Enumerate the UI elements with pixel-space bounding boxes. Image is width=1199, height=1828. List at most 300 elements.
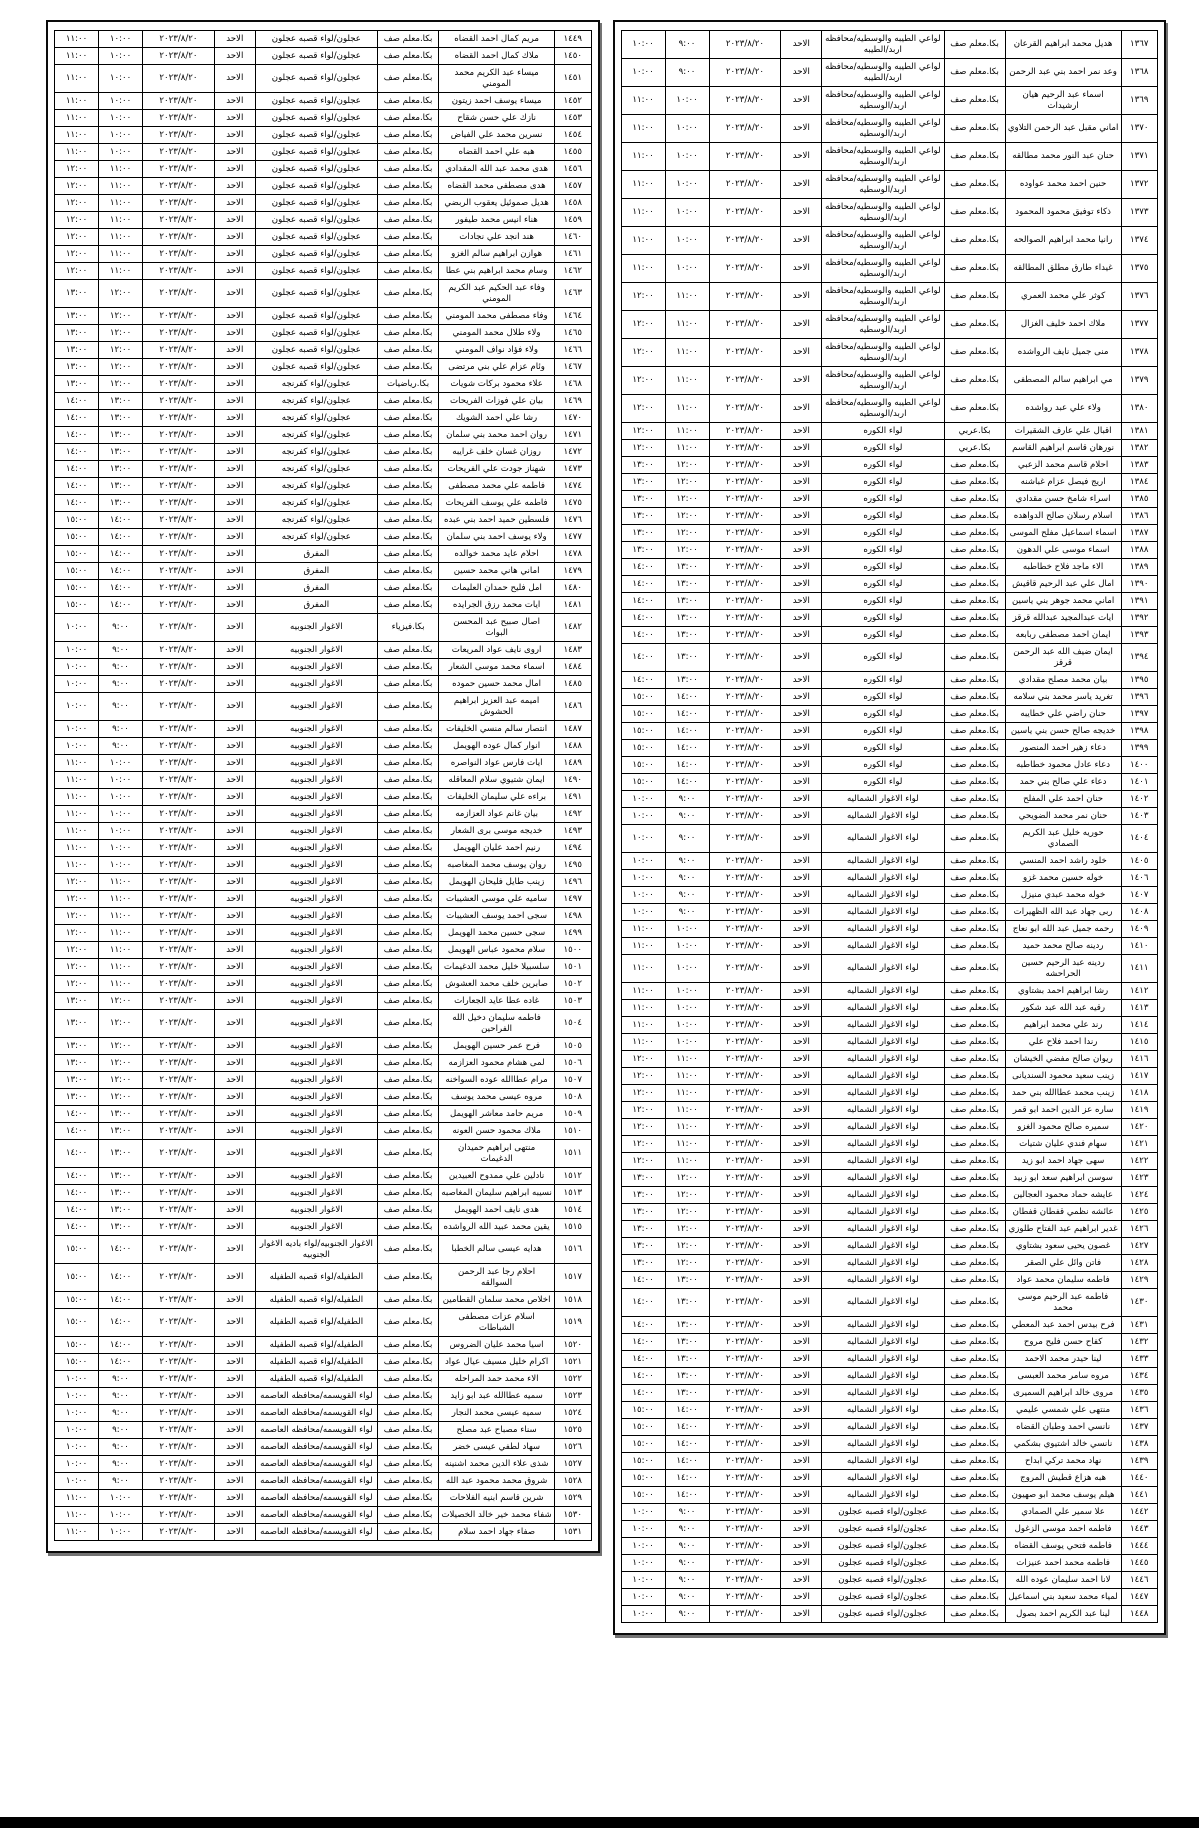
cell-end-time: ١٥:٠٠	[621, 689, 665, 706]
cell-day: الاحد	[781, 525, 822, 542]
cell-end-time: ١٤:٠٠	[621, 1289, 665, 1317]
cell-qualification: بكا.معلم صف	[944, 825, 1005, 853]
cell-candidate-name: علا سمير علي الصمادي	[1005, 1504, 1121, 1521]
cell-candidate-name: ولاء يوسف احمد بني سلمان	[439, 529, 555, 546]
cell-end-time: ١١:٠٠	[55, 857, 99, 874]
cell-serial-number: ١٥٢٧	[555, 1456, 591, 1473]
cell-date: ٢٠٢٣/٨/٢٠	[143, 65, 215, 93]
cell-start-time: ٩:٠٠	[665, 1606, 709, 1623]
cell-qualification: بكا.معلم صف	[378, 959, 439, 976]
cell-day: الاحد	[214, 1524, 255, 1541]
cell-candidate-name: بيان علي فوزات الفريحات	[439, 393, 555, 410]
table-row	[55, 444, 592, 461]
cell-date: ٢٠٢٣/٨/٢٠	[709, 1272, 781, 1289]
cell-directorate: عجلون/لواء كفرنجه	[255, 427, 377, 444]
cell-serial-number: ١٥١٩	[555, 1309, 591, 1337]
cell-directorate: لواء القويسمه/محافظه العاصمه	[255, 1524, 377, 1541]
cell-directorate: لواء الاغوار الشماليه	[822, 1368, 944, 1385]
cell-date: ٢٠٢٣/٨/٢٠	[143, 1219, 215, 1236]
table-row	[621, 904, 1158, 921]
cell-date: ٢٠٢٣/٨/٢٠	[143, 840, 215, 857]
table-row	[55, 212, 592, 229]
cell-qualification: بكا.معلم صف	[378, 857, 439, 874]
table-row	[621, 1589, 1158, 1606]
cell-qualification: بكا.معلم صف	[378, 410, 439, 427]
cell-qualification: بكا.معلم صف	[378, 693, 439, 721]
cell-qualification: بكا.معلم صف	[944, 1504, 1005, 1521]
schedule-sheet-left	[46, 20, 600, 1553]
cell-start-time: ١٠:٠٠	[665, 171, 709, 199]
cell-day: الاحد	[781, 542, 822, 559]
page-bottom-edge	[0, 1817, 1199, 1828]
cell-candidate-name: اسراء شامخ حسن مقدادي	[1005, 491, 1121, 508]
cell-serial-number: ١٣٩٦	[1121, 689, 1157, 706]
cell-directorate: لواعي الطيبه والوسطيه/محافظه اربد/الوسطيه	[822, 199, 944, 227]
cell-start-time: ١٤:٠٠	[99, 597, 143, 614]
cell-candidate-name: دعاء علي صالح بني حمد	[1005, 774, 1121, 791]
cell-candidate-name: سلسبيلا خليل محمد الدغيمات	[439, 959, 555, 976]
table-row	[55, 925, 592, 942]
cell-directorate: لواء الكوره	[822, 440, 944, 457]
cell-date: ٢٠٢٣/٨/٢٠	[143, 772, 215, 789]
cell-candidate-name: سهام فندي عليان شتيات	[1005, 1136, 1121, 1153]
cell-day: الاحد	[781, 1436, 822, 1453]
cell-directorate: عجلون/لواء قصبه عجلون	[255, 229, 377, 246]
cell-end-time: ١٢:٠٠	[621, 311, 665, 339]
cell-qualification: بكا.معلم صف	[944, 791, 1005, 808]
cell-date: ٢٠٢٣/٨/٢٠	[143, 693, 215, 721]
cell-candidate-name: هدى مصطفى محمد القضاه	[439, 178, 555, 195]
cell-day: الاحد	[214, 161, 255, 178]
cell-serial-number: ١٤٩٥	[555, 857, 591, 874]
cell-start-time: ١٣:٠٠	[99, 1106, 143, 1123]
cell-serial-number: ١٤٥٢	[555, 93, 591, 110]
cell-directorate: لواء الاغوار الشماليه	[822, 1051, 944, 1068]
cell-directorate: الطفيله/لواء قصبه الطفيله	[255, 1337, 377, 1354]
cell-day: الاحد	[214, 925, 255, 942]
cell-date: ٢٠٢٣/٨/٢٠	[143, 512, 215, 529]
cell-candidate-name: نازك علي حسن شقاح	[439, 110, 555, 127]
cell-start-time: ١٠:٠٠	[99, 857, 143, 874]
cell-date: ٢٠٢٣/٨/٢٠	[709, 774, 781, 791]
cell-qualification: بكا.معلم صف	[378, 789, 439, 806]
cell-end-time: ١٠:٠٠	[621, 31, 665, 59]
cell-day: الاحد	[781, 921, 822, 938]
cell-day: الاحد	[781, 1017, 822, 1034]
cell-directorate: عجلون/لواء قصبه عجلون	[822, 1589, 944, 1606]
cell-candidate-name: سميه عيسى محمد النجار	[439, 1405, 555, 1422]
cell-date: ٢٠٢٣/٨/٢٠	[709, 853, 781, 870]
cell-candidate-name: ذكاء توفيق محمود المحمود	[1005, 199, 1121, 227]
cell-serial-number: ١٤٠٢	[1121, 791, 1157, 808]
cell-qualification: بكا.معلم صف	[944, 740, 1005, 757]
cell-end-time: ١٥:٠٠	[621, 706, 665, 723]
cell-candidate-name: ردينه عبد الرحيم حسين الحراحشه	[1005, 955, 1121, 983]
cell-date: ٢٠٢٣/٨/٢٠	[143, 659, 215, 676]
cell-candidate-name: ايمان شتيوي سلام المعاقله	[439, 772, 555, 789]
cell-qualification: بكا.معلم صف	[378, 229, 439, 246]
cell-date: ٢٠٢٣/٨/٢٠	[709, 311, 781, 339]
cell-date: ٢٠٢٣/٨/٢٠	[143, 1309, 215, 1337]
cell-qualification: بكا.معلم صف	[378, 427, 439, 444]
cell-date: ٢٠٢٣/٨/٢٠	[709, 1136, 781, 1153]
cell-directorate: لواء الكوره	[822, 644, 944, 672]
cell-date: ٢٠٢٣/٨/٢٠	[143, 721, 215, 738]
cell-candidate-name: لمياء محمد سعيد بني اسماعيل	[1005, 1589, 1121, 1606]
cell-qualification: بكا.معلم صف	[378, 976, 439, 993]
cell-candidate-name: روزان غسان خلف غرايبه	[439, 444, 555, 461]
cell-serial-number: ١٤٠٠	[1121, 757, 1157, 774]
cell-qualification: بكا.معلم صف	[378, 461, 439, 478]
cell-candidate-name: احلام رجا عبد الرحمن السوالقه	[439, 1264, 555, 1292]
cell-serial-number: ١٤٢٣	[1121, 1170, 1157, 1187]
cell-date: ٢٠٢٣/٨/٢٠	[143, 110, 215, 127]
cell-start-time: ١١:٠٠	[665, 367, 709, 395]
cell-start-time: ١٠:٠٠	[99, 1524, 143, 1541]
cell-end-time: ١٢:٠٠	[55, 942, 99, 959]
cell-qualification: بكا.معلم صف	[944, 367, 1005, 395]
cell-directorate: لواء الاغوار الشماليه	[822, 904, 944, 921]
cell-day: الاحد	[214, 1354, 255, 1371]
table-row	[55, 359, 592, 376]
cell-directorate: لواعي الطيبه والوسطيه/محافظه اربد/الوسطيه	[822, 339, 944, 367]
cell-end-time: ١٢:٠٠	[621, 423, 665, 440]
cell-start-time: ١٤:٠٠	[665, 1470, 709, 1487]
cell-start-time: ١٤:٠٠	[665, 723, 709, 740]
cell-end-time: ١٤:٠٠	[621, 1385, 665, 1402]
cell-candidate-name: عائشه نظمي قفطان قفطان	[1005, 1204, 1121, 1221]
cell-candidate-name: اقبال علي عارف الشقيرات	[1005, 423, 1121, 440]
cell-day: الاحد	[781, 171, 822, 199]
cell-date: ٢٠٢٣/٨/٢٠	[709, 457, 781, 474]
cell-candidate-name: ايمان احمد مصطفى ربابعه	[1005, 627, 1121, 644]
cell-day: الاحد	[214, 31, 255, 48]
table-row	[55, 563, 592, 580]
cell-start-time: ٩:٠٠	[99, 1456, 143, 1473]
cell-end-time: ١٢:٠٠	[621, 339, 665, 367]
cell-end-time: ١٥:٠٠	[621, 1453, 665, 1470]
cell-day: الاحد	[214, 1219, 255, 1236]
cell-date: ٢٠٢٣/٨/٢٠	[709, 1170, 781, 1187]
cell-candidate-name: فلسطين حميد احمد بني عبده	[439, 512, 555, 529]
cell-day: الاحد	[214, 1038, 255, 1055]
cell-qualification: بكا.معلم صف	[378, 755, 439, 772]
cell-qualification: بكا.معلم صف	[944, 1470, 1005, 1487]
cell-directorate: لواء الكوره	[822, 491, 944, 508]
cell-date: ٢٠٢٣/٨/٢٠	[709, 59, 781, 87]
cell-end-time: ١١:٠٠	[621, 171, 665, 199]
cell-end-time: ١٠:٠٠	[621, 791, 665, 808]
cell-day: الاحد	[781, 559, 822, 576]
cell-start-time: ١٠:٠٠	[99, 110, 143, 127]
cell-day: الاحد	[214, 263, 255, 280]
cell-qualification: بكا.معلم صف	[378, 1168, 439, 1185]
table-row	[55, 31, 592, 48]
cell-day: الاحد	[781, 1606, 822, 1623]
cell-candidate-name: ردينه صالح محمد حميد	[1005, 938, 1121, 955]
cell-serial-number: ١٤٠٤	[1121, 825, 1157, 853]
cell-candidate-name: زينب محمد عطاالله بني حمد	[1005, 1085, 1121, 1102]
table-row	[621, 1289, 1158, 1317]
cell-end-time: ١٢:٠٠	[55, 263, 99, 280]
cell-end-time: ١٢:٠٠	[621, 367, 665, 395]
cell-start-time: ١٣:٠٠	[665, 1272, 709, 1289]
cell-end-time: ١٠:٠٠	[55, 614, 99, 642]
cell-serial-number: ١٣٨١	[1121, 423, 1157, 440]
table-row	[621, 983, 1158, 1000]
cell-serial-number: ١٤٧٥	[555, 495, 591, 512]
cell-date: ٢٠٢٣/٨/٢٠	[709, 1204, 781, 1221]
cell-start-time: ١٢:٠٠	[665, 457, 709, 474]
table-row	[621, 171, 1158, 199]
cell-start-time: ١٠:٠٠	[99, 31, 143, 48]
table-row	[621, 791, 1158, 808]
cell-start-time: ١٣:٠٠	[665, 1334, 709, 1351]
cell-end-time: ١٠:٠٠	[55, 1473, 99, 1490]
cell-day: الاحد	[214, 195, 255, 212]
cell-serial-number: ١٤٠٣	[1121, 808, 1157, 825]
cell-candidate-name: لينا حيدر محمد الاحمد	[1005, 1351, 1121, 1368]
cell-qualification: بكا.معلم صف	[378, 1439, 439, 1456]
cell-date: ٢٠٢٣/٨/٢٠	[709, 491, 781, 508]
cell-day: الاحد	[214, 495, 255, 512]
cell-end-time: ١٢:٠٠	[621, 1051, 665, 1068]
cell-serial-number: ١٣٨٧	[1121, 525, 1157, 542]
cell-day: الاحد	[214, 1292, 255, 1309]
table-row	[55, 721, 592, 738]
cell-start-time: ١١:٠٠	[665, 1119, 709, 1136]
cell-end-time: ١١:٠٠	[621, 115, 665, 143]
cell-directorate: عجلون/لواء قصبه عجلون	[255, 31, 377, 48]
cell-serial-number: ١٣٧١	[1121, 143, 1157, 171]
table-row	[621, 1119, 1158, 1136]
table-row	[55, 806, 592, 823]
cell-start-time: ١٢:٠٠	[99, 280, 143, 308]
cell-day: الاحد	[781, 1419, 822, 1436]
cell-end-time: ١٢:٠٠	[621, 1068, 665, 1085]
cell-candidate-name: ولاء فؤاد نواف المومني	[439, 342, 555, 359]
table-row	[55, 1264, 592, 1292]
cell-end-time: ١٠:٠٠	[55, 642, 99, 659]
cell-start-time: ١١:٠٠	[665, 283, 709, 311]
cell-qualification: بكا.معلم صف	[944, 1368, 1005, 1385]
cell-start-time: ١٢:٠٠	[665, 1170, 709, 1187]
cell-serial-number: ١٤٤١	[1121, 1487, 1157, 1504]
cell-day: الاحد	[781, 1221, 822, 1238]
cell-end-time: ١١:٠٠	[55, 31, 99, 48]
cell-date: ٢٠٢٣/٨/٢٠	[143, 874, 215, 891]
cell-day: الاحد	[781, 1153, 822, 1170]
cell-qualification: بكا.معلم صف	[378, 1422, 439, 1439]
cell-end-time: ١١:٠٠	[621, 921, 665, 938]
cell-date: ٢٠٢٣/٨/٢٠	[709, 791, 781, 808]
table-row	[55, 461, 592, 478]
cell-serial-number: ١٣٨٣	[1121, 457, 1157, 474]
cell-serial-number: ١٣٨٠	[1121, 395, 1157, 423]
cell-start-time: ١٣:٠٠	[99, 1168, 143, 1185]
cell-end-time: ١٥:٠٠	[55, 1309, 99, 1337]
cell-day: الاحد	[214, 874, 255, 891]
cell-serial-number: ١٣٨٥	[1121, 491, 1157, 508]
cell-date: ٢٠٢٣/٨/٢٠	[143, 755, 215, 772]
cell-directorate: المفرق	[255, 546, 377, 563]
table-row	[621, 1221, 1158, 1238]
schedule-table-right-body	[621, 31, 1158, 1623]
cell-start-time: ١٠:٠٠	[99, 823, 143, 840]
cell-day: الاحد	[214, 993, 255, 1010]
cell-candidate-name: لانا احمد سليمان عوده الله	[1005, 1572, 1121, 1589]
cell-day: الاحد	[781, 1402, 822, 1419]
cell-date: ٢٠٢٣/٨/٢٠	[709, 1317, 781, 1334]
cell-date: ٢٠٢٣/٨/٢٠	[709, 31, 781, 59]
cell-directorate: عجلون/لواء قصبه عجلون	[822, 1555, 944, 1572]
cell-qualification: بكا.معلم صف	[944, 576, 1005, 593]
cell-candidate-name: خوله حسين محمد غزو	[1005, 870, 1121, 887]
cell-date: ٢٠٢٣/٨/٢٠	[143, 161, 215, 178]
cell-candidate-name: وفاء عبد الحكيم عبد الكريم المومني	[439, 280, 555, 308]
cell-start-time: ١٤:٠٠	[665, 1487, 709, 1504]
table-row	[621, 1085, 1158, 1102]
cell-serial-number: ١٥١٧	[555, 1264, 591, 1292]
cell-directorate: الاغوار الجنوبيه	[255, 614, 377, 642]
cell-day: الاحد	[781, 339, 822, 367]
cell-candidate-name: مرام عطاالله عوده السواخنه	[439, 1072, 555, 1089]
cell-date: ٢٠٢٣/٨/٢٠	[143, 1456, 215, 1473]
cell-start-time: ١٢:٠٠	[99, 325, 143, 342]
cell-day: الاحد	[214, 1089, 255, 1106]
cell-serial-number: ١٣٩١	[1121, 593, 1157, 610]
cell-qualification: بكا.معلم صف	[944, 171, 1005, 199]
cell-end-time: ١٣:٠٠	[621, 508, 665, 525]
cell-serial-number: ١٤٠٥	[1121, 853, 1157, 870]
cell-serial-number: ١٣٩٧	[1121, 706, 1157, 723]
cell-directorate: لواء الكوره	[822, 627, 944, 644]
cell-start-time: ١٢:٠٠	[99, 1089, 143, 1106]
table-row	[621, 1051, 1158, 1068]
table-row	[621, 593, 1158, 610]
cell-candidate-name: فاطمه فتحي يوسف القضاه	[1005, 1538, 1121, 1555]
cell-directorate: لواء الاغوار الشماليه	[822, 1034, 944, 1051]
cell-directorate: لواء الاغوار الشماليه	[822, 1402, 944, 1419]
cell-candidate-name: لمى هشام محمود العزازمه	[439, 1055, 555, 1072]
cell-start-time: ١٢:٠٠	[665, 491, 709, 508]
cell-start-time: ١٣:٠٠	[99, 410, 143, 427]
cell-end-time: ١٠:٠٠	[621, 853, 665, 870]
cell-serial-number: ١٤٣٧	[1121, 1419, 1157, 1436]
cell-day: الاحد	[214, 110, 255, 127]
cell-end-time: ١٤:٠٠	[55, 427, 99, 444]
table-row	[55, 393, 592, 410]
cell-end-time: ١٢:٠٠	[55, 925, 99, 942]
cell-day: الاحد	[214, 1140, 255, 1168]
cell-serial-number: ١٤٢٨	[1121, 1255, 1157, 1272]
cell-serial-number: ١٤٥٥	[555, 144, 591, 161]
cell-day: الاحد	[214, 840, 255, 857]
table-row	[621, 395, 1158, 423]
cell-qualification: بكا.معلم صف	[378, 1123, 439, 1140]
cell-date: ٢٠٢٣/٨/٢٠	[143, 563, 215, 580]
cell-serial-number: ١٤٨٩	[555, 755, 591, 772]
table-row	[621, 740, 1158, 757]
cell-qualification: بكا.فيزياء	[378, 614, 439, 642]
cell-day: الاحد	[781, 1555, 822, 1572]
cell-directorate: لواء الاغوار الشماليه	[822, 1170, 944, 1187]
cell-date: ٢٠٢٣/٨/٢٠	[143, 614, 215, 642]
cell-directorate: الاغوار الجنوبيه	[255, 806, 377, 823]
cell-end-time: ١٤:٠٠	[55, 393, 99, 410]
cell-serial-number: ١٤٠٩	[1121, 921, 1157, 938]
cell-date: ٢٠٢٣/٨/٢٠	[709, 938, 781, 955]
cell-serial-number: ١٥٠٩	[555, 1106, 591, 1123]
cell-candidate-name: رند علي محمد ابراهيم	[1005, 1017, 1121, 1034]
table-row	[621, 457, 1158, 474]
cell-end-time: ١٣:٠٠	[621, 1238, 665, 1255]
cell-day: الاحد	[214, 976, 255, 993]
cell-date: ٢٠٢٣/٨/٢٠	[143, 1089, 215, 1106]
cell-end-time: ١١:٠٠	[55, 65, 99, 93]
cell-date: ٢٠٢٣/٨/٢٠	[709, 474, 781, 491]
cell-directorate: لواء الاغوار الشماليه	[822, 1419, 944, 1436]
cell-directorate: الطفيله/لواء قصبه الطفيله	[255, 1264, 377, 1292]
cell-end-time: ١٥:٠٠	[55, 1354, 99, 1371]
cell-directorate: الاغوار الجنوبيه	[255, 1123, 377, 1140]
cell-qualification: بكا.معلم صف	[378, 1371, 439, 1388]
cell-qualification: بكا.معلم صف	[378, 806, 439, 823]
cell-day: الاحد	[781, 938, 822, 955]
table-row	[55, 110, 592, 127]
cell-qualification: بكا.معلم صف	[944, 853, 1005, 870]
cell-qualification: بكا.معلم صف	[944, 1317, 1005, 1334]
cell-qualification: بكا.معلم صف	[944, 1221, 1005, 1238]
cell-qualification: بكا.معلم صف	[944, 627, 1005, 644]
cell-directorate: الاغوار الجنوبيه	[255, 1072, 377, 1089]
cell-directorate: لواء القويسمه/محافظه العاصمه	[255, 1473, 377, 1490]
table-row	[621, 440, 1158, 457]
cell-date: ٢٠٢٣/٨/٢٠	[709, 1238, 781, 1255]
cell-directorate: لواء الاغوار الشماليه	[822, 1255, 944, 1272]
cell-candidate-name: شفاء محمد خير خالد الخصيلات	[439, 1507, 555, 1524]
cell-qualification: بكا.معلم صف	[378, 31, 439, 48]
cell-serial-number: ١٤٩٢	[555, 806, 591, 823]
cell-qualification: بكا.معلم صف	[378, 444, 439, 461]
cell-candidate-name: شروق محمد محمود عبد الله	[439, 1473, 555, 1490]
cell-start-time: ١١:٠٠	[99, 874, 143, 891]
cell-directorate: لواء الكوره	[822, 757, 944, 774]
cell-start-time: ٩:٠٠	[665, 853, 709, 870]
cell-serial-number: ١٤٤٧	[1121, 1589, 1157, 1606]
cell-candidate-name: اخلاص محمد سلمان القطامين	[439, 1292, 555, 1309]
cell-serial-number: ١٥١٢	[555, 1168, 591, 1185]
cell-date: ٢٠٢٣/٨/٢٠	[143, 461, 215, 478]
cell-directorate: لواء القويسمه/محافظه العاصمه	[255, 1439, 377, 1456]
cell-start-time: ١٤:٠٠	[99, 1236, 143, 1264]
table-row	[55, 1524, 592, 1541]
cell-end-time: ١١:٠٠	[55, 1490, 99, 1507]
cell-date: ٢٠٢٣/٨/٢٠	[709, 627, 781, 644]
cell-start-time: ١٣:٠٠	[99, 427, 143, 444]
cell-end-time: ١١:٠٠	[621, 255, 665, 283]
cell-day: الاحد	[781, 1051, 822, 1068]
cell-serial-number: ١٥١١	[555, 1140, 591, 1168]
cell-directorate: عجلون/لواء كفرنجه	[255, 461, 377, 478]
cell-day: الاحد	[214, 806, 255, 823]
cell-day: الاحد	[214, 1371, 255, 1388]
cell-date: ٢٠٢٣/٨/٢٠	[709, 593, 781, 610]
table-row	[55, 1405, 592, 1422]
cell-serial-number: ١٣٩٥	[1121, 672, 1157, 689]
cell-qualification: بكا.معلم صف	[378, 1405, 439, 1422]
cell-date: ٢٠٢٣/٨/٢٠	[709, 367, 781, 395]
